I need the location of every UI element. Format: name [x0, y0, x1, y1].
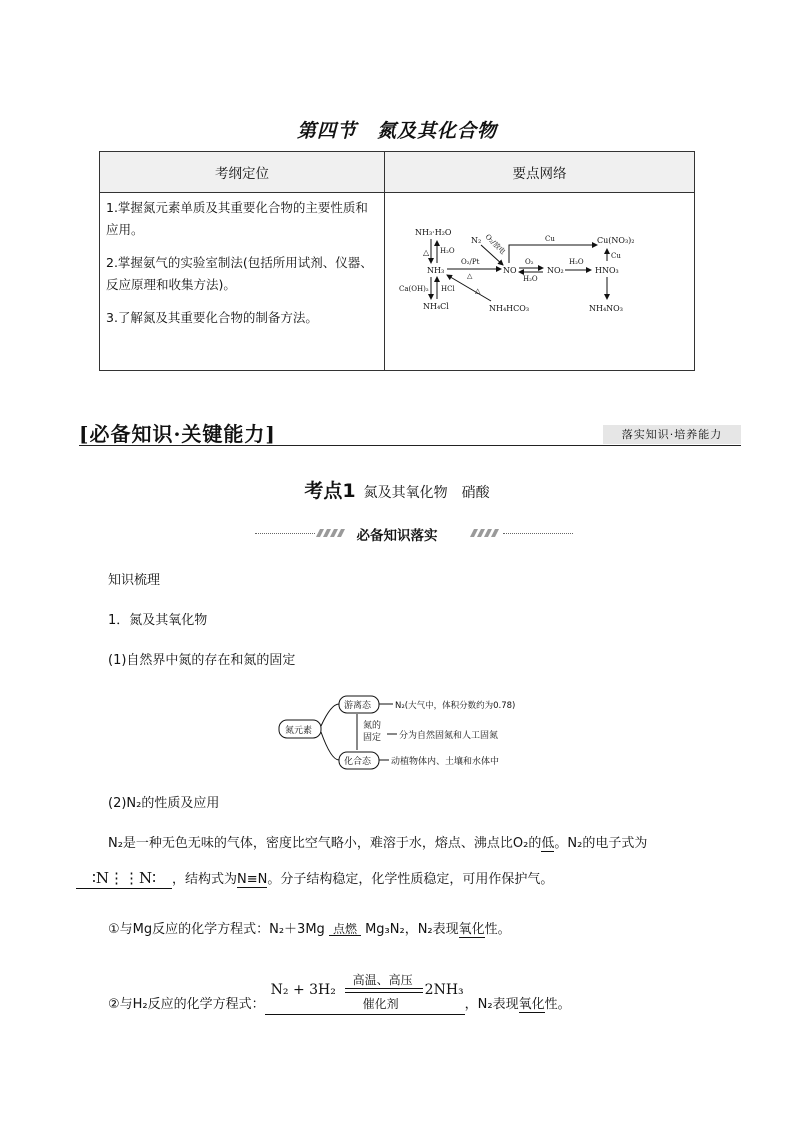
- r1-text-c: 性。: [484, 922, 511, 937]
- p2-text: ，结构式为: [172, 872, 238, 887]
- paragraph-n2: [108, 834, 728, 854]
- network-cell: [385, 193, 695, 371]
- node-nh4no3: NH₄NO₃: [589, 304, 623, 313]
- label-hcl: HCl: [441, 285, 455, 293]
- heading-1-2: (2)N₂的性质及应用: [108, 796, 220, 811]
- label-h2o: H₂O: [569, 258, 584, 266]
- structural-formula: N≡N: [237, 872, 268, 887]
- section-tag: 落实知识·培养能力: [603, 425, 741, 444]
- node-element: 氮元素: [285, 726, 313, 736]
- node-nh3: NH₃: [427, 266, 445, 275]
- r1-text: ①与Mg反应的化学方程式：N₂＋3Mg: [108, 922, 325, 937]
- nature-nitrogen-diagram: [275, 690, 565, 772]
- nitrogen-network-diagram: [385, 193, 705, 369]
- section-title: [必备知识·关键能力]: [79, 422, 276, 446]
- label-h2o: H₂O: [523, 275, 538, 283]
- label-o2-discharge: O₂/放电: [483, 232, 507, 257]
- answer-oxidizing: 氧化: [458, 922, 485, 937]
- label-delta: △: [467, 272, 473, 280]
- eq-arrow: [345, 988, 423, 989]
- requirement-item: 2.掌握氨气的实验室制法(包括所用试剂、仪器、反应原理和收集方法)。: [106, 255, 373, 292]
- reaction-h2: [108, 973, 748, 1015]
- page-title: 第四节 氮及其化合物: [296, 120, 497, 142]
- subheading: 必备知识落实: [356, 528, 438, 544]
- node-nh4cl: NH₄Cl: [423, 302, 449, 311]
- label-caoh2: Ca(OH)₂: [399, 285, 429, 293]
- kaodian-topic: 氮及其氧化物 硝酸: [363, 485, 490, 501]
- label-cu: Cu: [611, 252, 621, 260]
- header-network: 要点网络: [385, 152, 695, 193]
- requirements-cell: [100, 193, 385, 371]
- divider-right: [503, 533, 573, 534]
- answer-low: 低: [541, 836, 555, 851]
- node-hno3: HNO₃: [595, 266, 619, 275]
- reaction-mg: [108, 920, 728, 940]
- r1-text-b: Mg₃N₂，N₂表现: [365, 922, 459, 937]
- eq-arrow: [345, 992, 423, 993]
- requirement-item: 3.了解氮及其重要化合物的制备方法。: [106, 310, 318, 325]
- outline-table: [99, 151, 695, 371]
- node-cuno3: Cu(NO₃)₂: [597, 236, 635, 245]
- paragraph-structure: [76, 868, 736, 890]
- r2-text-c: 性。: [544, 997, 571, 1012]
- header-kaogang: 考纲定位: [100, 152, 385, 193]
- p1-text-b: 。N₂的电子式为: [554, 836, 648, 851]
- label-cu: Cu: [545, 235, 555, 243]
- r2-text-b: ，N₂表现: [464, 997, 519, 1012]
- label-h2o: H₂O: [440, 247, 455, 255]
- stripes-right-icon: [470, 529, 502, 537]
- free-desc: N₂(大气中，体积分数约为0.78): [395, 701, 516, 711]
- label-fix: 固定: [363, 733, 382, 743]
- label-delta: △: [475, 287, 481, 295]
- p1-text: N₂是一种无色无味的气体，密度比空气略小，难溶于水，熔点、沸点比O₂的: [108, 836, 542, 851]
- node-combined: 化合态: [344, 757, 372, 767]
- label-delta: △: [423, 248, 430, 257]
- node-nh4hco3: NH₄HCO₃: [489, 304, 530, 313]
- node-free: 游离态: [344, 701, 372, 711]
- kaodian-label: 考点1: [304, 480, 356, 502]
- label-fix: 氮的: [363, 721, 382, 731]
- heading-zhishi: 知识梳理: [108, 573, 161, 588]
- node-nh3h2o: NH₃·H₂O: [415, 228, 452, 237]
- label-o2: O₂: [525, 258, 534, 266]
- combined-desc: 动植物体内、土壤和水体中: [391, 757, 500, 767]
- kaodian-heading: [0, 476, 794, 503]
- cond-top: 高温、高压: [352, 973, 413, 987]
- equation-blank: [265, 973, 465, 1015]
- answer-oxidizing-2: 氧化: [518, 997, 545, 1012]
- eq-left: N₂ + 3H₂: [270, 982, 336, 998]
- fix-desc: 分为自然固氮和人工固氮: [399, 731, 499, 741]
- node-no2: NO₂: [547, 266, 564, 275]
- heading-1-1: (1)自然界中氮的存在和氮的固定: [108, 653, 296, 668]
- requirement-item: 1.掌握氮元素单质及其重要化合物的主要性质和应用。: [106, 200, 368, 237]
- cond-ignite: 点燃: [329, 923, 361, 936]
- cond-bottom: 催化剂: [362, 997, 399, 1011]
- section-divider: [79, 445, 741, 446]
- p2-text-b: 。分子结构稳定，化学性质稳定，可用作保护气。: [267, 872, 554, 887]
- r2-text: ②与H₂反应的化学方程式：: [108, 997, 265, 1012]
- heading-1: 1．氮及其氧化物: [108, 613, 208, 628]
- eq-right: 2NH₃: [424, 982, 464, 998]
- label-o2pt: O₂/Pt: [461, 258, 480, 266]
- node-no: NO: [503, 266, 517, 275]
- electron-formula: ∶N⋮⋮N∶: [76, 868, 172, 889]
- reaction-condition: [329, 923, 361, 936]
- node-n2: N₂: [471, 236, 482, 245]
